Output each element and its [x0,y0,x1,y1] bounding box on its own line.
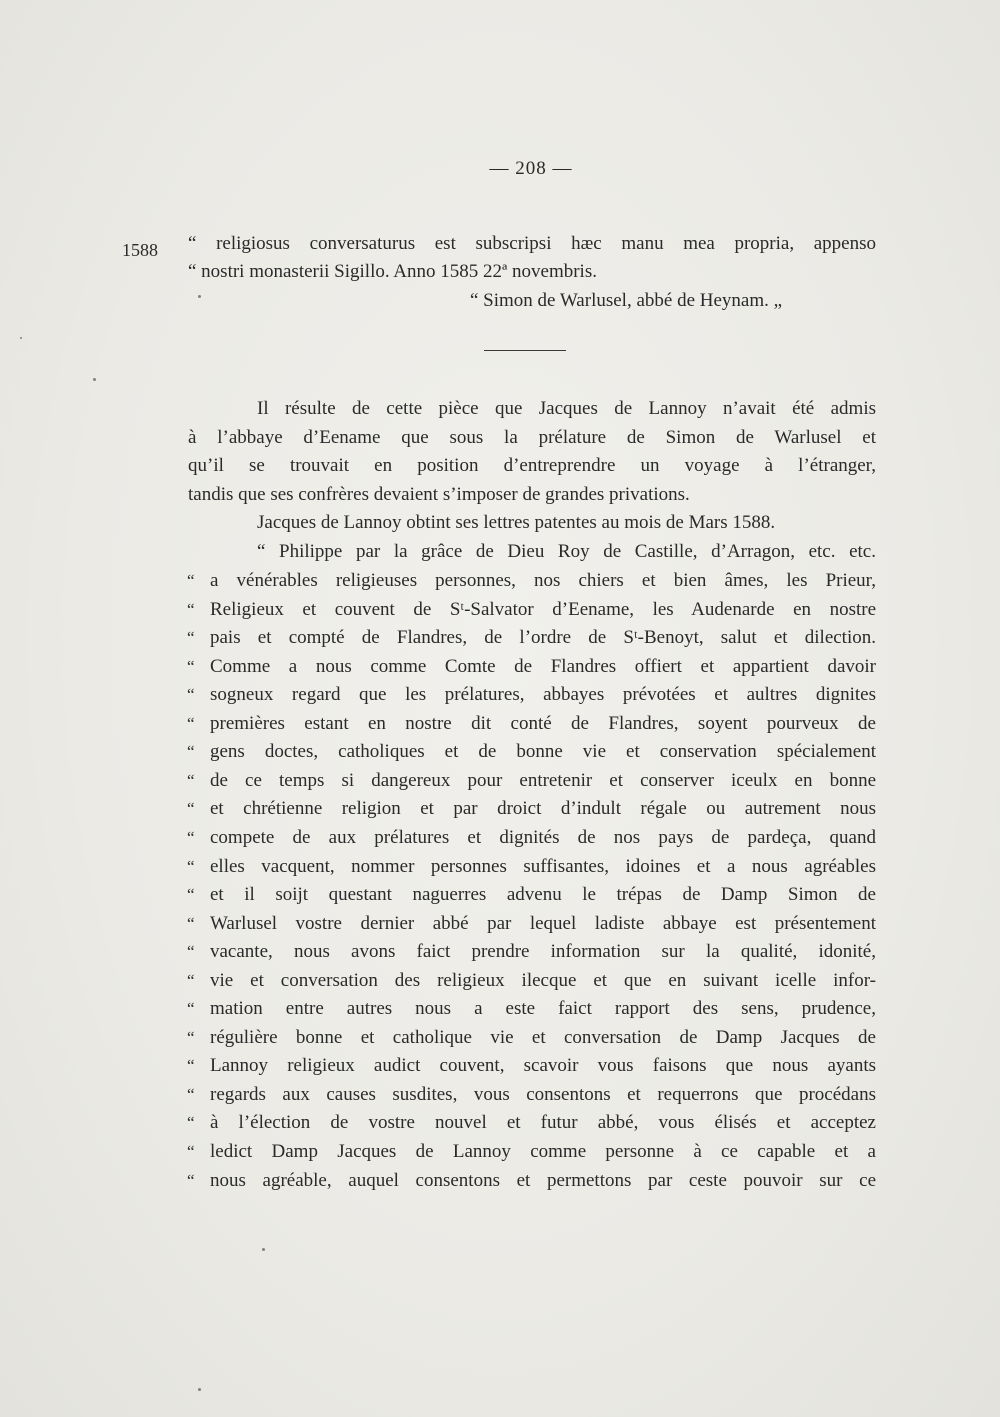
letter-line: régulière bonne et catholique vie et conversation de Damp Jacques de [210,1026,876,1048]
signature-line: “ Simon de Warlusel, abbé de Heynam. „ [470,290,783,311]
quote-mark: “ [187,571,195,590]
letter-line: et chrétienne religion et par droict d’indult régale ou autrement nous [210,798,876,820]
letter-line: vie et conversation des religieux ilecque et que en suivant icelle infor- [210,969,876,991]
paragraph-line: à l’abbaye d’Eename que sous la prélature de Simon de Warlusel et [188,426,876,448]
letter-line: elles vacquent, nommer personnes suffisantes, idoines et a nous agréables [210,855,876,877]
quote-mark: “ [187,799,195,819]
quote-mark: “ [187,827,195,847]
quote-mark: “ [187,970,195,990]
letter-line: et il soijt questant naguerres advenu le trépas de Damp Simon de [210,884,876,906]
quote-mark: “ [187,1056,195,1076]
quote-mark: “ [187,628,195,648]
quote-mark: “ [187,1142,195,1161]
letter-line: sogneux regard que les prélatures, abbayes prévotées et aultres dignites [210,684,876,706]
letter-line: mation entre autres nous a este faict rapport des sens, prudence, [210,998,876,1020]
letter-line: Warlusel vostre dernier abbé par lequel ladiste abbaye est présentement [210,912,876,934]
quote-line: “ religiosus conversaturus est subscripsi hæc manu mea propria, appenso [188,233,876,254]
letter-line: a vénérables religieuses personnes, nos chiers et bien âmes, les Prieur, [210,570,876,591]
quote-mark: “ [187,1113,195,1133]
quote-mark: “ [187,685,195,705]
letter-line: premières estant en nostre dit conté de Flandres, soyent pourveux de [210,712,876,734]
letter-line: ledict Damp Jacques de Lannoy comme personne à ce capable et a [210,1141,876,1162]
paragraph-line: qu’il se trouvait en position d’entreprendre un voyage à l’étranger, [188,455,876,476]
quote-mark: “ [187,599,195,619]
quote-mark: “ [187,742,195,762]
letter-line: compete de aux prélatures et dignités de nos pays de pardeça, quand [210,826,876,848]
scan-speck [262,1248,265,1251]
quote-mark: “ [187,1027,195,1047]
quote-mark: “ [187,885,195,905]
letter-line: gens doctes, catholiques et de bonne vie et conservation spécialement [210,741,876,763]
section-divider [484,350,566,351]
scan-speck [93,378,96,381]
quote-mark: “ [187,1084,195,1104]
quote-mark: “ [187,770,195,790]
page-number: — 208 — [489,158,573,179]
letter-line: à l’élection de vostre nouvel et futur abbé, vous élisés et acceptez [210,1112,876,1134]
quote-mark: “ [187,713,195,733]
letter-opening: “ Philippe par la grâce de Dieu Roy de Castille, d’Arragon, etc. etc. [257,541,876,562]
letter-line: regards aux causes susdites, vous consentons et requerrons que procédans [210,1083,876,1105]
paragraph-line: Il résulte de cette pièce que Jacques de Lannoy n’avait été admis [257,398,876,419]
letter-line: Religieux et couvent de Sᵗ-Salvator d’Eename, les Audenarde en nostre [210,598,876,620]
quote-line: “ nostri monasterii Sigillo. Anno 1585 22ª novembris. [188,261,597,282]
quote-mark: “ [187,942,195,962]
margin-year: 1588 [122,240,158,260]
letter-line: pais et compté de Flandres, de l’ordre de Sᵗ-Benoyt, salut et dilection. [210,627,876,649]
quote-mark: “ [187,856,195,876]
scan-speck [198,295,201,298]
letter-line: nous agréable, auquel consentons et permettons par ceste pouvoir sur ce [210,1169,876,1191]
scan-speck [198,1388,201,1391]
quote-mark: “ [187,1170,195,1190]
letter-line: Lannoy religieux audict couvent, scavoir vous faisons que nous ayants [210,1055,876,1077]
quote-mark: “ [187,913,195,933]
letter-line: de ce temps si dangereux pour entretenir et conserver iceulx en bonne [210,769,876,791]
quote-mark: “ [187,999,195,1019]
quote-mark: “ [187,656,195,676]
paragraph-line: Jacques de Lannoy obtint ses lettres patentes au mois de Mars 1588. [257,512,776,533]
letter-line: Comme a nous comme Comte de Flandres offiert et appartient davoir [210,655,876,677]
scan-speck [20,337,22,339]
letter-line: vacante, nous avons faict prendre information sur la qualité, idonité, [210,941,876,963]
paragraph-line: tandis que ses confrères devaient s’imposer de grandes privations. [188,483,690,505]
